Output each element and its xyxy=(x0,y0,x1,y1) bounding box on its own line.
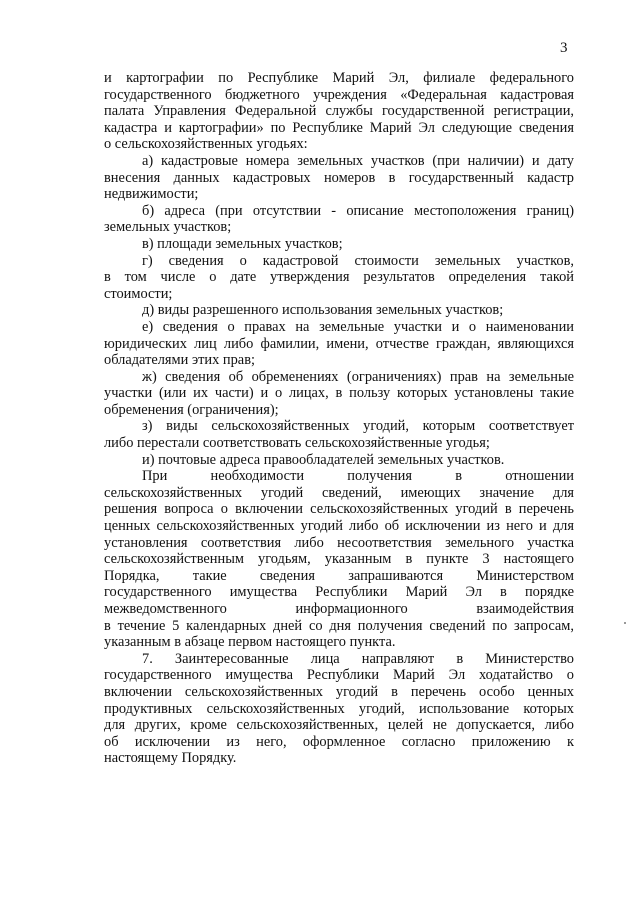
text-line: для других, кроме сельскохозяйственных, целей не допускается, либо xyxy=(104,717,574,734)
text-line: в течение 5 календарных дней со дня получения сведений по запросам, xyxy=(104,617,574,634)
text-line: обременения (ограничения); xyxy=(104,401,279,418)
text-line: установления соответствия либо несоответствия земельного участка xyxy=(104,534,574,551)
text-line: Порядка, такие сведения запрашиваются Министерством xyxy=(104,567,574,584)
text-line: настоящему Порядку. xyxy=(104,750,237,767)
text-line: указанным в абзаце первом настоящего пункта. xyxy=(104,634,396,651)
text-line: решения вопроса о включении сельскохозяйственных угодий в перечень xyxy=(104,501,574,518)
text-line: кадастра и картографии» по Республике Марий Эл следующие сведения xyxy=(104,119,574,136)
text-line: ценных сельскохозяйственных угодий либо об исключении из него и для xyxy=(104,518,574,535)
text-line: включении сельскохозяйственных угодий в перечень особо ценных xyxy=(104,683,574,700)
text-line: б) адреса (при отсутствии - описание местоположения границ) xyxy=(142,202,574,219)
text-line: либо перестали соответствовать сельскохозяйственные угодья; xyxy=(104,435,490,452)
text-line: юридических лиц либо фамилии, имени, отчестве граждан, являющихся xyxy=(104,335,574,352)
text-line: внесения данных кадастровых номеров в государственный кадастр xyxy=(104,169,574,186)
text-line: сельскохозяйственных угодий сведений, имеющих значение для xyxy=(104,484,574,501)
text-line: недвижимости; xyxy=(104,186,199,203)
text-line: участки (или их части) и о лицах, в пользу которых установлены такие xyxy=(104,385,574,402)
text-line: земельных участков; xyxy=(104,219,232,236)
text-line: государственного имущества Республики Марий Эл в порядке xyxy=(104,584,574,601)
text-line: а) кадастровые номера земельных участков (при наличии) и дату xyxy=(142,152,574,169)
text-line: в том числе о дате утверждения результатов определения такой xyxy=(104,269,574,286)
text-line: межведомственного информационного взаимодействия xyxy=(104,601,574,617)
document-body xyxy=(104,70,574,767)
text-line: г) сведения о кадастровой стоимости земельных участков, xyxy=(142,252,574,269)
text-line: о сельскохозяйственных угодьях: xyxy=(104,136,308,153)
text-line: ж) сведения об обременениях (ограничениях) прав на земельные xyxy=(142,368,574,385)
text-line: е) сведения о правах на земельные участки и о наименовании xyxy=(142,318,574,335)
page-number: 3 xyxy=(560,40,568,56)
text-line: об исключении из него, оформленное согласно приложению к xyxy=(104,733,574,750)
text-line: 7. Заинтересованные лица направляют в Министерство xyxy=(142,650,574,667)
text-line: в) площади земельных участков; xyxy=(142,235,343,252)
text-line: сельскохозяйственным угодьям, указанным в пункте 3 настоящего xyxy=(104,551,574,568)
text-line: обладателями этих прав; xyxy=(104,352,255,369)
text-line: продуктивных сельскохозяйственных угодий, использование которых xyxy=(104,700,574,717)
text-line: и картографии по Республике Марий Эл, филиале федерального xyxy=(104,70,574,86)
text-line: з) виды сельскохозяйственных угодий, которым соответствует xyxy=(142,418,574,435)
text-line: При необходимости получения в отношении xyxy=(142,468,574,485)
text-line: государственного бюджетного учреждения «Федеральная кадастровая xyxy=(104,86,574,103)
text-line: стоимости; xyxy=(104,285,173,302)
text-line: палата Управления Федеральной службы государственной регистрации, xyxy=(104,103,574,120)
scan-speck xyxy=(624,622,626,624)
text-line: государственного имущества Республики Марий Эл ходатайство о xyxy=(104,667,574,684)
text-line: и) почтовые адреса правообладателей земельных участков. xyxy=(142,451,505,468)
text-line: д) виды разрешенного использования земельных участков; xyxy=(142,302,504,319)
